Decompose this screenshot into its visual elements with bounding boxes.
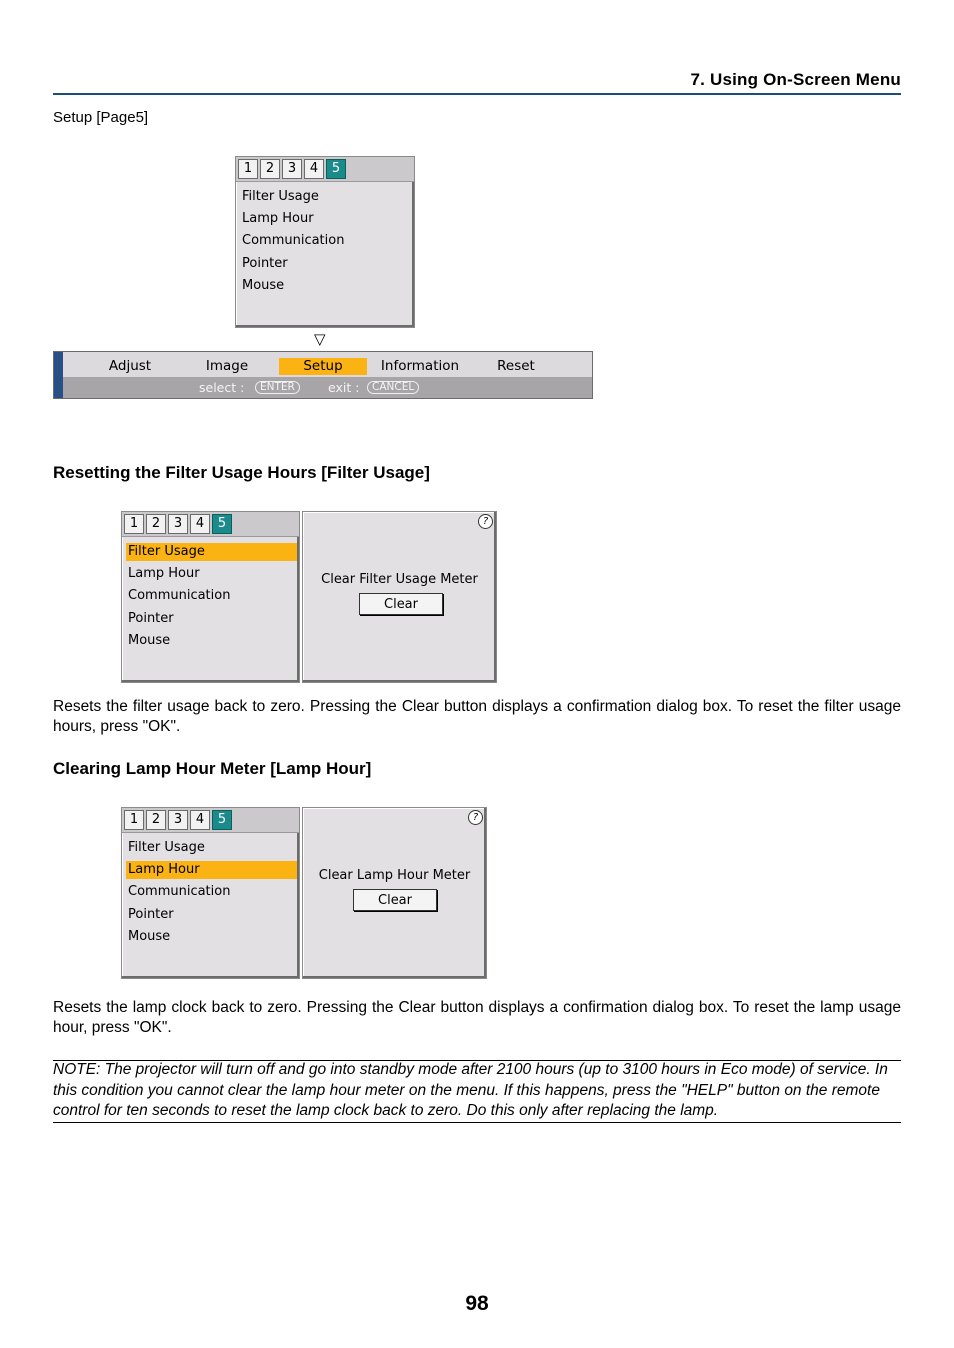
- menu-item-pointer[interactable]: Pointer: [128, 611, 174, 626]
- tab-5[interactable]: 5: [326, 159, 346, 179]
- tab-1[interactable]: 1: [124, 810, 144, 830]
- menu-left-strip: [54, 352, 63, 398]
- tab-4[interactable]: 4: [304, 159, 324, 179]
- menu-item-communication[interactable]: Communication: [128, 884, 231, 899]
- dialog-label: Clear Filter Usage Meter: [321, 572, 478, 587]
- filter-usage-submenu-panel: [121, 511, 300, 683]
- menu-item-communication[interactable]: Communication: [128, 588, 231, 603]
- note-bottom-rule: [53, 1122, 901, 1123]
- tab-5[interactable]: 5: [212, 810, 232, 830]
- clear-button[interactable]: Clear: [359, 593, 443, 615]
- clear-button[interactable]: Clear: [353, 889, 437, 911]
- tab-bar: [236, 157, 414, 182]
- menu-item-pointer[interactable]: Pointer: [128, 907, 174, 922]
- menu-information[interactable]: Information: [380, 358, 460, 374]
- menu-item-lamp-hour[interactable]: Lamp Hour: [126, 861, 297, 879]
- tab-bar: [122, 512, 299, 537]
- tab-2[interactable]: 2: [146, 514, 166, 534]
- tab-4[interactable]: 4: [190, 514, 210, 534]
- menu-footer: [63, 377, 592, 398]
- menu-reset[interactable]: Reset: [497, 358, 535, 374]
- page-header-title: 7. Using On-Screen Menu: [690, 70, 901, 89]
- menu-item-mouse[interactable]: Mouse: [128, 929, 171, 944]
- section-heading-filter-usage: Resetting the Filter Usage Hours [Filter Usage]: [53, 463, 430, 482]
- setup-page-label: Setup [Page5]: [53, 109, 149, 126]
- help-icon[interactable]: ?: [478, 514, 493, 529]
- tab-2[interactable]: 2: [260, 159, 280, 179]
- filter-usage-dialog-panel: [302, 511, 497, 683]
- filter-usage-description: Resets the filter usage back to zero. Pressing the Clear button displays a confirmation dialog box. To reset the filter usage hours, press "OK".: [53, 698, 901, 735]
- menu-adjust[interactable]: Adjust: [108, 358, 152, 374]
- down-arrow-icon: ▽: [314, 330, 326, 348]
- menu-item-pointer[interactable]: Pointer: [242, 256, 288, 271]
- page-number: 98: [465, 1292, 489, 1315]
- menu-image[interactable]: Image: [205, 358, 249, 374]
- menu-setup[interactable]: Setup: [279, 358, 367, 375]
- dialog-label: Clear Lamp Hour Meter: [318, 868, 471, 883]
- menu-item-communication[interactable]: Communication: [242, 233, 345, 248]
- menu-item-filter-usage[interactable]: Filter Usage: [128, 840, 205, 855]
- tab-3[interactable]: 3: [168, 810, 188, 830]
- tab-1[interactable]: 1: [238, 159, 258, 179]
- select-label: select :: [199, 380, 245, 395]
- exit-label: exit :: [328, 380, 360, 395]
- tab-3[interactable]: 3: [282, 159, 302, 179]
- header-rule: [53, 93, 901, 95]
- section-heading-lamp-hour: Clearing Lamp Hour Meter [Lamp Hour]: [53, 759, 372, 778]
- tab-3[interactable]: 3: [168, 514, 188, 534]
- help-icon[interactable]: ?: [468, 810, 483, 825]
- menu-item-mouse[interactable]: Mouse: [242, 278, 285, 293]
- tab-bar: [122, 808, 299, 833]
- lamp-hour-dialog-panel: [302, 807, 487, 979]
- menu-item-mouse[interactable]: Mouse: [128, 633, 171, 648]
- tab-5[interactable]: 5: [212, 514, 232, 534]
- enter-key-icon: ENTER: [255, 381, 300, 394]
- note-text: NOTE: The projector will turn off and go into standby mode after 2100 hours (up to 3100 hours in Eco mode) of service. In this condition you cannot clear the lamp hour meter on the menu. If this happens, press the "HELP" button on the remote control for ten seconds to reset the lamp clock back to zero. Do this only after replacing the lamp.: [53, 1061, 888, 1119]
- tab-4[interactable]: 4: [190, 810, 210, 830]
- main-menu-bar: [53, 351, 593, 399]
- menu-item-filter-usage[interactable]: Filter Usage: [242, 189, 319, 204]
- menu-item-lamp-hour[interactable]: Lamp Hour: [128, 566, 200, 581]
- menu-item-filter-usage[interactable]: Filter Usage: [126, 543, 297, 561]
- lamp-hour-submenu-panel: [121, 807, 300, 979]
- setup-submenu-panel: [235, 156, 415, 328]
- cancel-key-icon: CANCEL: [367, 381, 419, 394]
- menu-item-lamp-hour[interactable]: Lamp Hour: [242, 211, 314, 226]
- tab-1[interactable]: 1: [124, 514, 144, 534]
- lamp-hour-description: Resets the lamp clock back to zero. Pressing the Clear button displays a confirmation dialog box. To reset the lamp usage hour, press "OK".: [53, 999, 901, 1036]
- tab-2[interactable]: 2: [146, 810, 166, 830]
